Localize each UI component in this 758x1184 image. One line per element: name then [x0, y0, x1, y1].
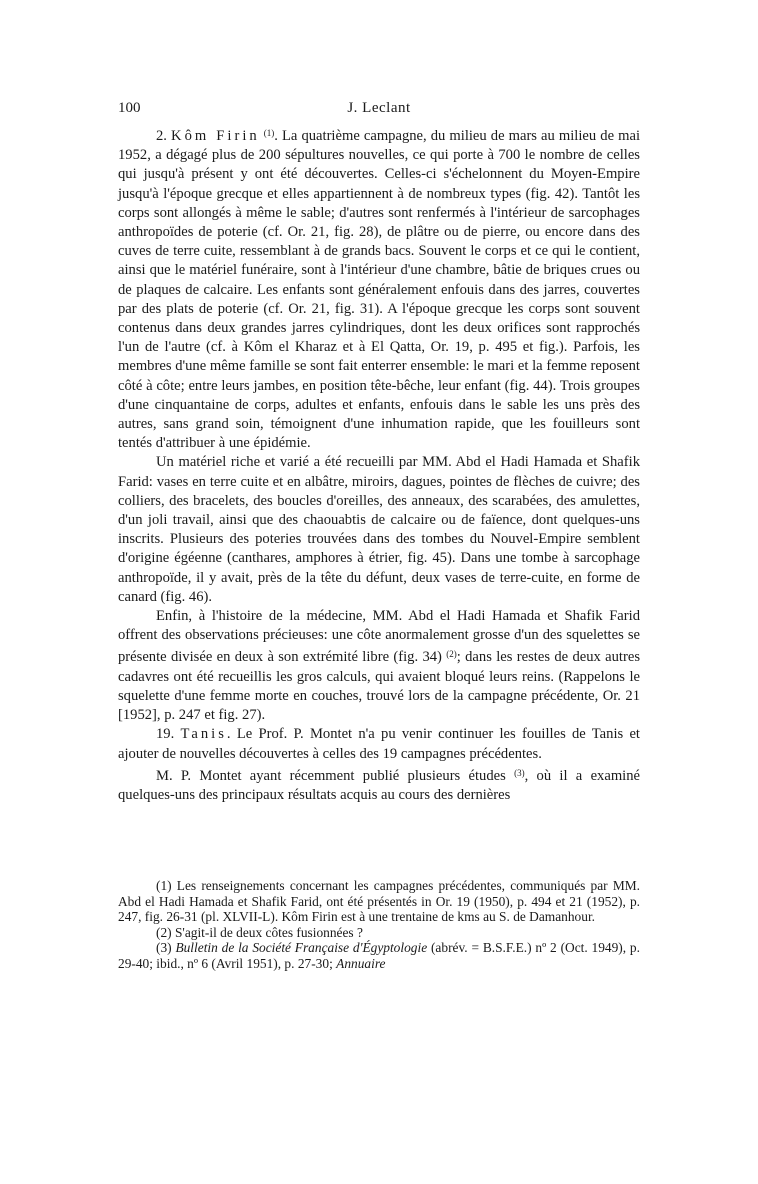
paragraph-tanis — [118, 725, 640, 763]
section-number: 19. — [156, 726, 175, 743]
journal-title: Annuaire — [336, 955, 386, 971]
paragraph-text: . La quatrième campagne, du milieu de mars au milieu de mai 1952, a dégagé plus de 200 sépultures nouvelles, ce qui porte à 700 le nombre de celles qui jusqu'à présent y ont été découvertes. Celles-ci s'échelonnent du Moyen-Empire jusqu'à l'époque grecque et elles appartiennent à de nombreux types (fig. 42). Tantôt les corps sont allongés à même le sable; d'autres sont renfermés à l'intérieur de sarcophages anthropoïdes de poterie (cf. Or. 21, fig. 28), de plâtre ou de pierre, ou encore dans des cuves de terre cuite, ressemblant à de grands bacs. Souvent le corps et ce qui le contient, ainsi que le matériel funéraire, sont à l'intérieur d'une chambre, bâtie de briques crues ou de plaques de calcaire. Les enfants sont généralement enfouis dans des jarres, couvertes par des plats de poterie (cf. Or. 21, fig. 31). A l'époque grecque les corps sont souvent contenus dans deux grandes jarres cylindriques, dont les deux orifices sont rapprochés l'un de l'autre (cf. à Kôm el Kharaz et à El Qatta, Or. 19, p. 495 et fig.). Parfois, les membres d'une même famille se sont fait enterrer ensemble: le mari et la femme reposent côté à côte; entre leurs jambes, en position tête-bêche, leur enfant (fig. 44). Trois groupes d'une cinquantaine de corps, adultes et enfants, enfouis dans le sable les uns près des autres, sans grand soin, témoignent d'une inhumation rapide, que les fouilleurs sont tentés d'attribuer à une épidémie. — [118, 128, 640, 452]
page-header — [118, 100, 640, 120]
footnote-ref-3: (3) — [514, 767, 525, 778]
paragraph-medecine — [118, 607, 640, 725]
footnotes — [118, 878, 640, 972]
paragraph-kom-firin — [118, 124, 640, 453]
footnote-3 — [118, 940, 640, 971]
paragraph-text: ; dans les restes de deux autres cadavres ont été recueillis les gros calculs, qui avaient bloqué leurs reins. (Rappelons le squelette d'une femme morte en couches, trouvé lors de la campagne précédente, Or. 21 [1952], p. 247 et fig. 27). — [118, 649, 640, 724]
section-number: 2. — [156, 128, 167, 144]
footnote-ref-1: (1) — [263, 128, 275, 138]
journal-title: Bulletin de la Société Française d'Égyptologie — [175, 940, 428, 956]
section-heading-kom-firin: Kôm Firin — [171, 128, 260, 144]
paragraph-materiel: Un matériel riche et varié a été recueilli par MM. Abd el Hadi Hamada et Shafik Farid: vases en terre cuite et en albâtre, miroirs, dagues, pointes de flèches de cuivre; des colliers, des bracelets, des boucles d'oreilles, des anneaux, des scarabées, des amulettes, d'un joli travail, ainsi que des chaouabtis de calcaire ou de faïence, dont quelques-uns inscrits. Plusieurs des poteries trouvées dans des tombes du Nouvel-Empire semblent d'origine égéenne (canthares, amphores à étrier, fig. 45). Dans une tombe à sarcophage anthropoïde, il y avait, près de la tête du défunt, deux vases de terre-cuite, en forme de canard (fig. 46). — [118, 454, 640, 605]
running-head: J. Leclant — [347, 100, 411, 116]
footnote-1: (1) Les renseignements concernant les campagnes précédentes, communiqués par MM. Abd el Hadi Hamada et Shafik Farid, ont été présentés in Or. 19 (1950), p. 494 et 21 (1952), p. 247, fig. 26-31 (pl. XLVII-L). Kôm Firin est à une trentaine de kms au S. de Damanhour. — [118, 878, 640, 925]
body-text — [118, 124, 640, 805]
paragraph-text: Enfin, à l'histoire de la médecine, MM. Abd el Hadi Hamada et Shafik Farid offrent des observations précieuses: une côte anormalement grosse d'un des squelettes se présente divisée en deux à son extrémité libre (fig. 34) — [118, 608, 640, 666]
footnote-text: (abrév. = B.S.F.E.) nº 2 (Oct. 1949), p. 29-40; ibid., nº 6 (Avril 1951), p. 27-30; — [118, 940, 640, 971]
footnote-ref-2: (2) — [446, 649, 457, 660]
page-number: 100 — [118, 100, 141, 116]
footnote-2: (2) S'agit-il de deux côtes fusionnées ? — [156, 924, 363, 940]
footnote-number: (3) — [156, 940, 172, 956]
paragraph-montet — [118, 764, 640, 805]
paragraph-text: , où il a examiné quelques-uns des principaux résultats acquis au cours des dernières — [118, 767, 641, 803]
paragraph-text: M. P. Montet ayant récemment publié plusieurs études — [156, 767, 506, 784]
paragraph-text: . Le Prof. P. Montet n'a pu venir continuer les fouilles de Tanis et ajouter de nouvelles découvertes à celles des 19 campagnes précédentes. — [118, 726, 640, 762]
section-heading-tanis: Tanis — [180, 726, 227, 743]
